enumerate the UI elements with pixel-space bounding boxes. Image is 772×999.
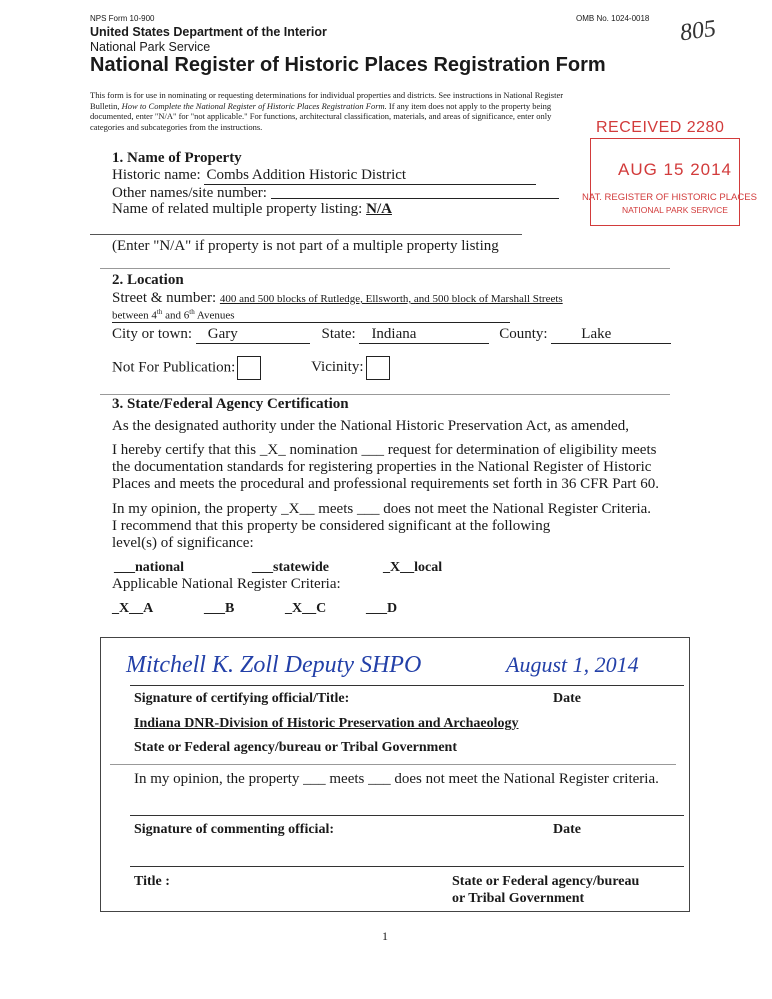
section-3-p2-l3: Places and meets the procedural and professional requirements set forth in 36 CFR Part 60.: [112, 476, 659, 492]
other-names-value[interactable]: [271, 184, 559, 199]
instructions-line-3: documented, enter "N/A" for "not applicable." For functions, architectural classification, materials, and areas of significance, enter only: [90, 111, 552, 121]
criteria-d[interactable]: ___D: [366, 601, 398, 616]
commenting-signature-label: Signature of commenting official:: [134, 822, 334, 837]
commenting-opinion: In my opinion, the property ___ meets ___ does not meet the National Register criteria.: [134, 771, 659, 787]
street-row: [112, 290, 563, 307]
street-value-line-1[interactable]: 400 and 500 blocks of Rutledge, Ellsworth, and 500 block of Marshall Streets: [219, 293, 563, 305]
historic-name-value[interactable]: Combs Addition Historic District: [204, 167, 536, 185]
section-3-p3-l1: In my opinion, the property _X__ meets ___ does not meet the National Register Criteria.: [112, 501, 652, 517]
section-3-heading: 3. State/Federal Agency Certification: [112, 396, 349, 412]
form-number: NPS Form 10-900: [90, 14, 155, 23]
signature-handwritten: Mitchell K. Zoll Deputy SHPO: [126, 652, 422, 678]
signature-line: [130, 685, 684, 686]
date-handwritten: August 1, 2014: [506, 652, 639, 677]
other-names-row: [112, 184, 559, 202]
title-label: Title :: [134, 874, 170, 889]
section-1-note: (Enter "N/A" if property is not part of a multiple property listing: [112, 238, 499, 254]
criteria-b[interactable]: ___B: [204, 601, 235, 616]
commenting-date-label: Date: [553, 822, 581, 837]
stamp-register-line-2: NATIONAL PARK SERVICE: [622, 205, 728, 215]
commenting-signature-line: [130, 815, 684, 816]
divider: [100, 268, 670, 269]
city-state-county-row: [112, 326, 671, 344]
service: National Park Service: [90, 40, 211, 54]
page-title: National Register of Historic Places Registration Form: [90, 54, 606, 76]
stamp-register-line-1: NAT. REGISTER OF HISTORIC PLACES: [582, 192, 757, 203]
section-3-p1: As the designated authority under the National Historic Preservation Act, as amended,: [112, 418, 629, 434]
section-3-p2-l2: the documentation standards for registering properties in the National Register of Historic: [112, 459, 652, 475]
publication-label: Not For Publication:: [112, 359, 236, 376]
level-local[interactable]: _X__local: [383, 560, 443, 575]
divider: [90, 234, 522, 235]
related-listing-row: [112, 201, 392, 218]
department: United States Department of the Interior: [90, 25, 327, 39]
publication-checkbox[interactable]: [237, 356, 261, 380]
signature-label: Signature of certifying official/Title:: [134, 691, 350, 706]
street-value-line-2[interactable]: between 4th and 6th Avenues: [112, 308, 510, 323]
city-label: City or town:: [112, 326, 193, 342]
section-3-p2-l1: I hereby certify that this _X_ nomination ___ request for determination of eligibility meets: [112, 442, 657, 458]
city-value[interactable]: Gary: [196, 326, 310, 344]
historic-name-row: [112, 167, 536, 185]
county-value[interactable]: Lake: [551, 326, 671, 344]
state-value[interactable]: Indiana: [359, 326, 489, 344]
historic-name-label: Historic name:: [112, 167, 201, 183]
instructions-line-4: categories and subcategories from the instructions.: [90, 121, 263, 132]
page-number: 1: [382, 929, 388, 943]
title-line: [130, 866, 684, 867]
handwritten-number: 805: [678, 15, 718, 47]
section-3-p3-l3: level(s) of significance:: [112, 535, 254, 551]
agency2-line-2: or Tribal Government: [452, 891, 585, 906]
agency-name: Indiana DNR-Division of Historic Preservation and Archaeology: [134, 716, 519, 731]
section-3-p3-l2: I recommend that this property be considered significant at the following: [112, 518, 551, 534]
related-listing-value[interactable]: N/A: [366, 201, 392, 217]
instructions-line-2: Bulletin, How to Complete the National Register of Historic Places Registration Form. If any item does not apply to the property being: [90, 100, 552, 111]
agency-label: State or Federal agency/bureau or Tribal Government: [134, 740, 458, 755]
level-statewide[interactable]: ___statewide: [252, 560, 329, 575]
level-national[interactable]: ___national: [114, 560, 185, 575]
state-label: State:: [321, 326, 356, 342]
divider: [110, 764, 676, 765]
section-2-heading: 2. Location: [112, 272, 184, 288]
criteria-label: Applicable National Register Criteria:: [112, 576, 341, 592]
omb-number: OMB No. 1024-0018: [576, 14, 650, 23]
signature-date-label: Date: [553, 691, 581, 706]
instructions-line-1: This form is for use in nominating or requesting determinations for individual properties and districts. See instructions in National Register: [90, 90, 564, 100]
other-names-label: Other names/site number:: [112, 185, 267, 201]
vicinity-checkbox[interactable]: [366, 356, 390, 380]
received-stamp-text: RECEIVED 2280: [596, 119, 725, 136]
street-label: Street & number:: [112, 290, 217, 306]
publication-row: [112, 356, 390, 380]
related-listing-label: Name of related multiple property listing:: [112, 201, 363, 217]
county-label: County:: [499, 326, 548, 342]
vicinity-label: Vicinity:: [311, 359, 364, 376]
agency2-line-1: State or Federal agency/bureau: [452, 874, 640, 889]
criteria-a[interactable]: _X__A: [112, 601, 154, 616]
criteria-c[interactable]: _X__C: [285, 601, 327, 616]
stamp-date: AUG 15 2014: [618, 160, 733, 179]
divider: [100, 394, 670, 395]
section-1-heading: 1. Name of Property: [112, 150, 242, 166]
